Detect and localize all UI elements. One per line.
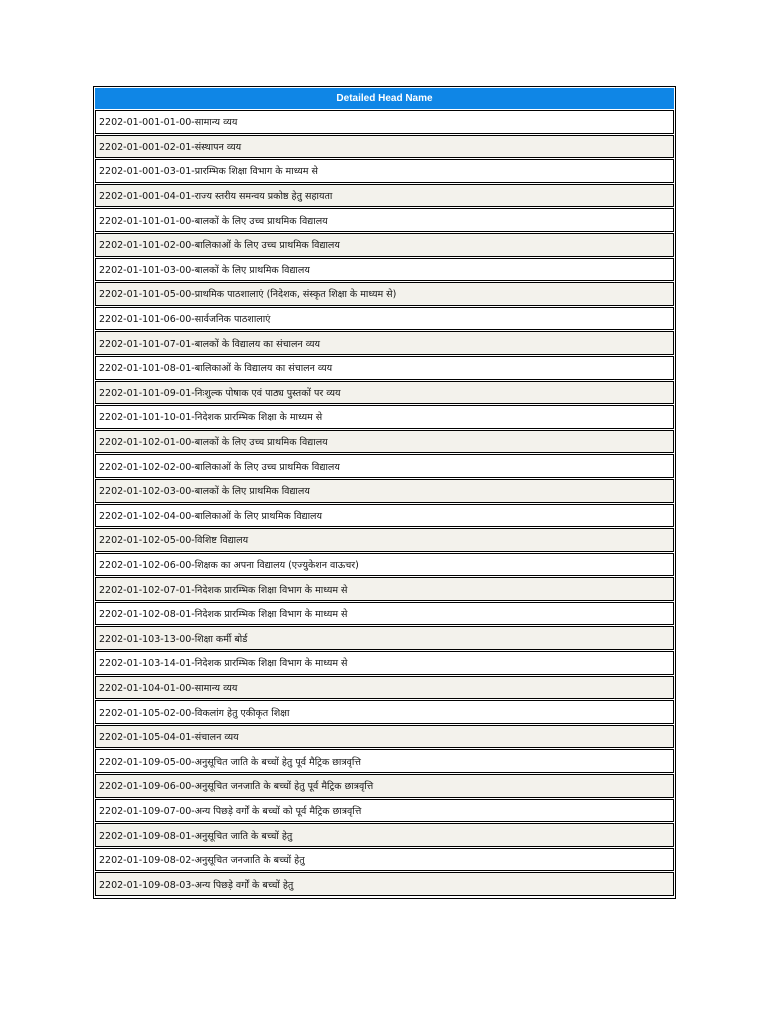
table-row: 2202-01-102-08-01-निदेशक प्रारम्भिक शिक्षा विभाग के माध्यम से (95, 602, 674, 626)
table-row: 2202-01-102-01-00-बालकों के लिए उच्च प्राथमिक विद्यालय (95, 430, 674, 454)
table-row: 2202-01-101-02-00-बालिकाओं के लिए उच्च प्राथमिक विद्यालय (95, 233, 674, 257)
table-row: 2202-01-101-01-00-बालकों के लिए उच्च प्राथमिक विद्यालय (95, 208, 674, 232)
table-row: 2202-01-105-04-01-संचालन व्यय (95, 725, 674, 749)
table-row: 2202-01-102-04-00-बालिकाओं के लिए प्राथमिक विद्यालय (95, 504, 674, 528)
table-row: 2202-01-103-14-01-निदेशक प्रारम्भिक शिक्षा विभाग के माध्यम से (95, 651, 674, 675)
table-row: 2202-01-001-04-01-राज्य स्तरीय समन्वय प्रकोष्ठ हेतु सहायता (95, 184, 674, 208)
table-row: 2202-01-101-10-01-निदेशक प्रारम्भिक शिक्षा के माध्यम से (95, 405, 674, 429)
table-body (95, 110, 674, 896)
table-row: 2202-01-101-07-01-बालकों के विद्यालय का संचालन व्यय (95, 331, 674, 355)
table-row: 2202-01-102-07-01-निदेशक प्रारम्भिक शिक्षा विभाग के माध्यम से (95, 577, 674, 601)
table-row: 2202-01-105-02-00-विकलांग हेतु एकीकृत शिक्षा (95, 700, 674, 724)
table-row: 2202-01-102-06-00-शिक्षक का अपना विद्यालय (एज्युकेशन वाऊचर) (95, 553, 674, 577)
table-row: 2202-01-109-06-00-अनुसूचित जनजाति के बच्चों हेतु पूर्व मैट्रिक छात्रवृत्ति (95, 774, 674, 798)
table-row: 2202-01-001-01-00-सामान्य व्यय (95, 110, 674, 134)
table-row: 2202-01-001-02-01-संस्थापन व्यय (95, 135, 674, 159)
table-row: 2202-01-109-07-00-अन्य पिछड़े वर्गों के बच्चों को पूर्व मैट्रिक छात्रवृत्ति (95, 799, 674, 823)
table-row: 2202-01-102-03-00-बालकों के लिए प्राथमिक विद्यालय (95, 479, 674, 503)
table-row: 2202-01-101-03-00-बालकों के लिए प्राथमिक विद्यालय (95, 258, 674, 282)
table-row: 2202-01-109-08-01-अनुसूचित जाति के बच्चों हेतु (95, 823, 674, 847)
table-row: 2202-01-101-08-01-बालिकाओं के विद्यालय का संचालन व्यय (95, 356, 674, 380)
table-row: 2202-01-101-05-00-प्राथमिक पाठशालाएं (निदेशक, संस्कृत शिक्षा के माध्यम से) (95, 282, 674, 306)
table-row: 2202-01-109-05-00-अनुसूचित जाति के बच्चों हेतु पूर्व मैट्रिक छात्रवृत्ति (95, 749, 674, 773)
table-row: 2202-01-102-05-00-विशिष्ट विद्यालय (95, 528, 674, 552)
table-row: 2202-01-101-06-00-सार्वजनिक पाठशालाएं (95, 307, 674, 331)
table-row: 2202-01-109-08-03-अन्य पिछड़े वर्गों के बच्चों हेतु (95, 872, 674, 896)
column-header-detailed-head-name: Detailed Head Name (95, 88, 674, 109)
table-row: 2202-01-104-01-00-सामान्य व्यय (95, 676, 674, 700)
table-row: 2202-01-109-08-02-अनुसूचित जनजाति के बच्चों हेतु (95, 848, 674, 872)
table-row: 2202-01-103-13-00-शिक्षा कर्मी बोर्ड (95, 626, 674, 650)
table-row: 2202-01-102-02-00-बालिकाओं के लिए उच्च प्राथमिक विद्यालय (95, 454, 674, 478)
detailed-head-table (93, 86, 676, 899)
table-row: 2202-01-001-03-01-प्रारम्भिक शिक्षा विभाग के माध्यम से (95, 159, 674, 183)
table-row: 2202-01-101-09-01-निःशुल्क पोषाक एवं पाठ्य पुस्तकों पर व्यय (95, 381, 674, 405)
